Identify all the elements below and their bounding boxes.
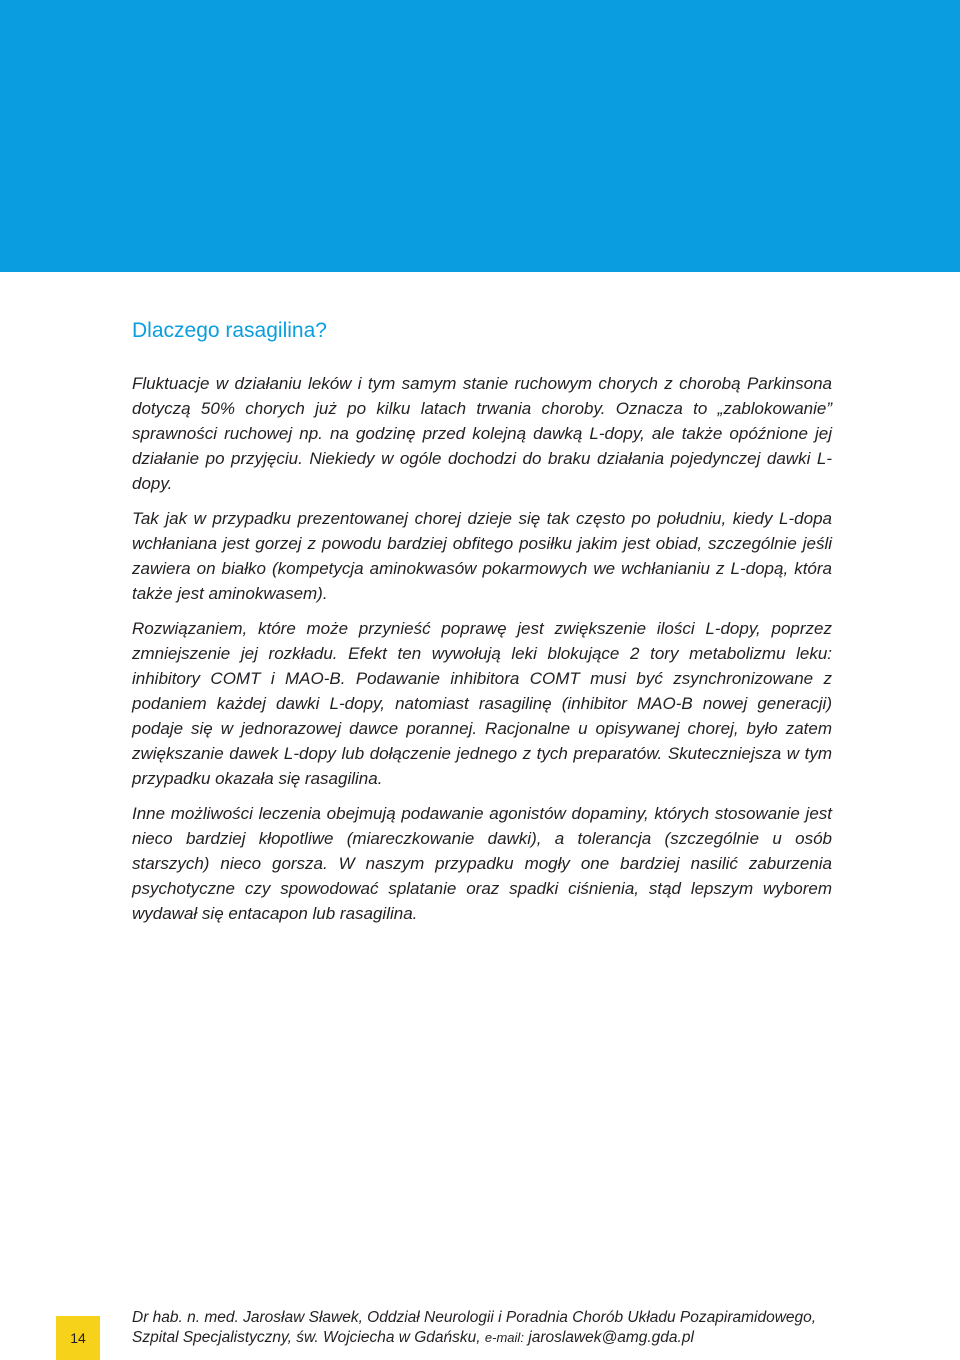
paragraph-inne-mozliwosci: Inne możliwości leczenia obejmują podawanie agonistów dopaminy, których stosowanie jest nieco bardziej kłopotliwe (miareczkowanie dawki), a tolerancja (szczególnie u osób starszych) nieco gorsza. W naszym przypadku mogły one bardziej nasilić zaburzenia psychotyczne czy spowodować splatanie oraz spadki ciśnienia, stąd lepszym wyborem wydawał się entacapon lub rasagilina. xyxy=(132,804,832,924)
email-address[interactable]: jaroslawek@amg.gda.pl xyxy=(528,1329,694,1346)
footer-affiliation: Szpital Specjalistyczny, św. Wojciecha w Gdańsku, xyxy=(132,1329,481,1346)
paragraph-rozwiazanie: Rozwiązaniem, które może przynieść poprawę jest zwiększenie ilości L-dopy, poprzez zmniejszenie jej rozkładu. Efekt ten wywołują leki blokujące 2 tory metabolizmu leku: inhibitory COMT i MAO-B. Podawanie inhibitora COMT musi być zsynchronizowane z podaniem każdej dawki L-dopy, natomiast rasagilinę (inhibitor MAO-B nowej generacji) podaje się w jednorazowej dawce porannej. Racjonalne u opisywanej chorej, było zatem zwiększanie dawek L-dopy lub dołączenie jednego z tych preparatów. Skuteczniejsza w tym przypadku okazała się rasagilina. xyxy=(132,619,832,789)
paragraph-przypadek: Tak jak w przypadku prezentowanej chorej dzieje się tak często po południu, kiedy L-dopa wchłaniana jest gorzej z powodu bardziej obfitego posiłku jakim jest obiad, szczególnie jeśli zawiera on białko (kompetycja aminokwasów pokarmowych we wchłanianiu z L-dopą, która także jest aminokwasem). xyxy=(132,509,832,604)
page-number: 14 xyxy=(70,1330,86,1346)
page-number-badge xyxy=(56,1316,100,1360)
section-title: Dlaczego rasagilina? xyxy=(132,319,327,342)
footer-author xyxy=(132,1308,932,1348)
footer-line-2 xyxy=(132,1328,932,1348)
header-band xyxy=(0,0,960,272)
paragraph-fluktuacje: Fluktuacje w działaniu leków i tym samym stanie ruchowym chorych z chorobą Parkinsona dotyczą 50% chorych już po kilku latach trwania choroby. Oznacza to „zablokowanie” sprawności ruchowej np. na godzinę przed kolejną dawką L-dopy, ale także opóźnione jej działanie po przyjęciu. Niekiedy w ogóle dochodzi do braku działania pojedynczej dawki L-dopy. xyxy=(132,374,832,494)
footer-line-1: Dr hab. n. med. Jarosław Sławek, Oddział Neurologii i Poradnia Chorób Układu Pozapiramidowego, xyxy=(132,1309,817,1326)
email-label: e-mail: xyxy=(484,1330,524,1345)
article-content xyxy=(132,318,832,936)
